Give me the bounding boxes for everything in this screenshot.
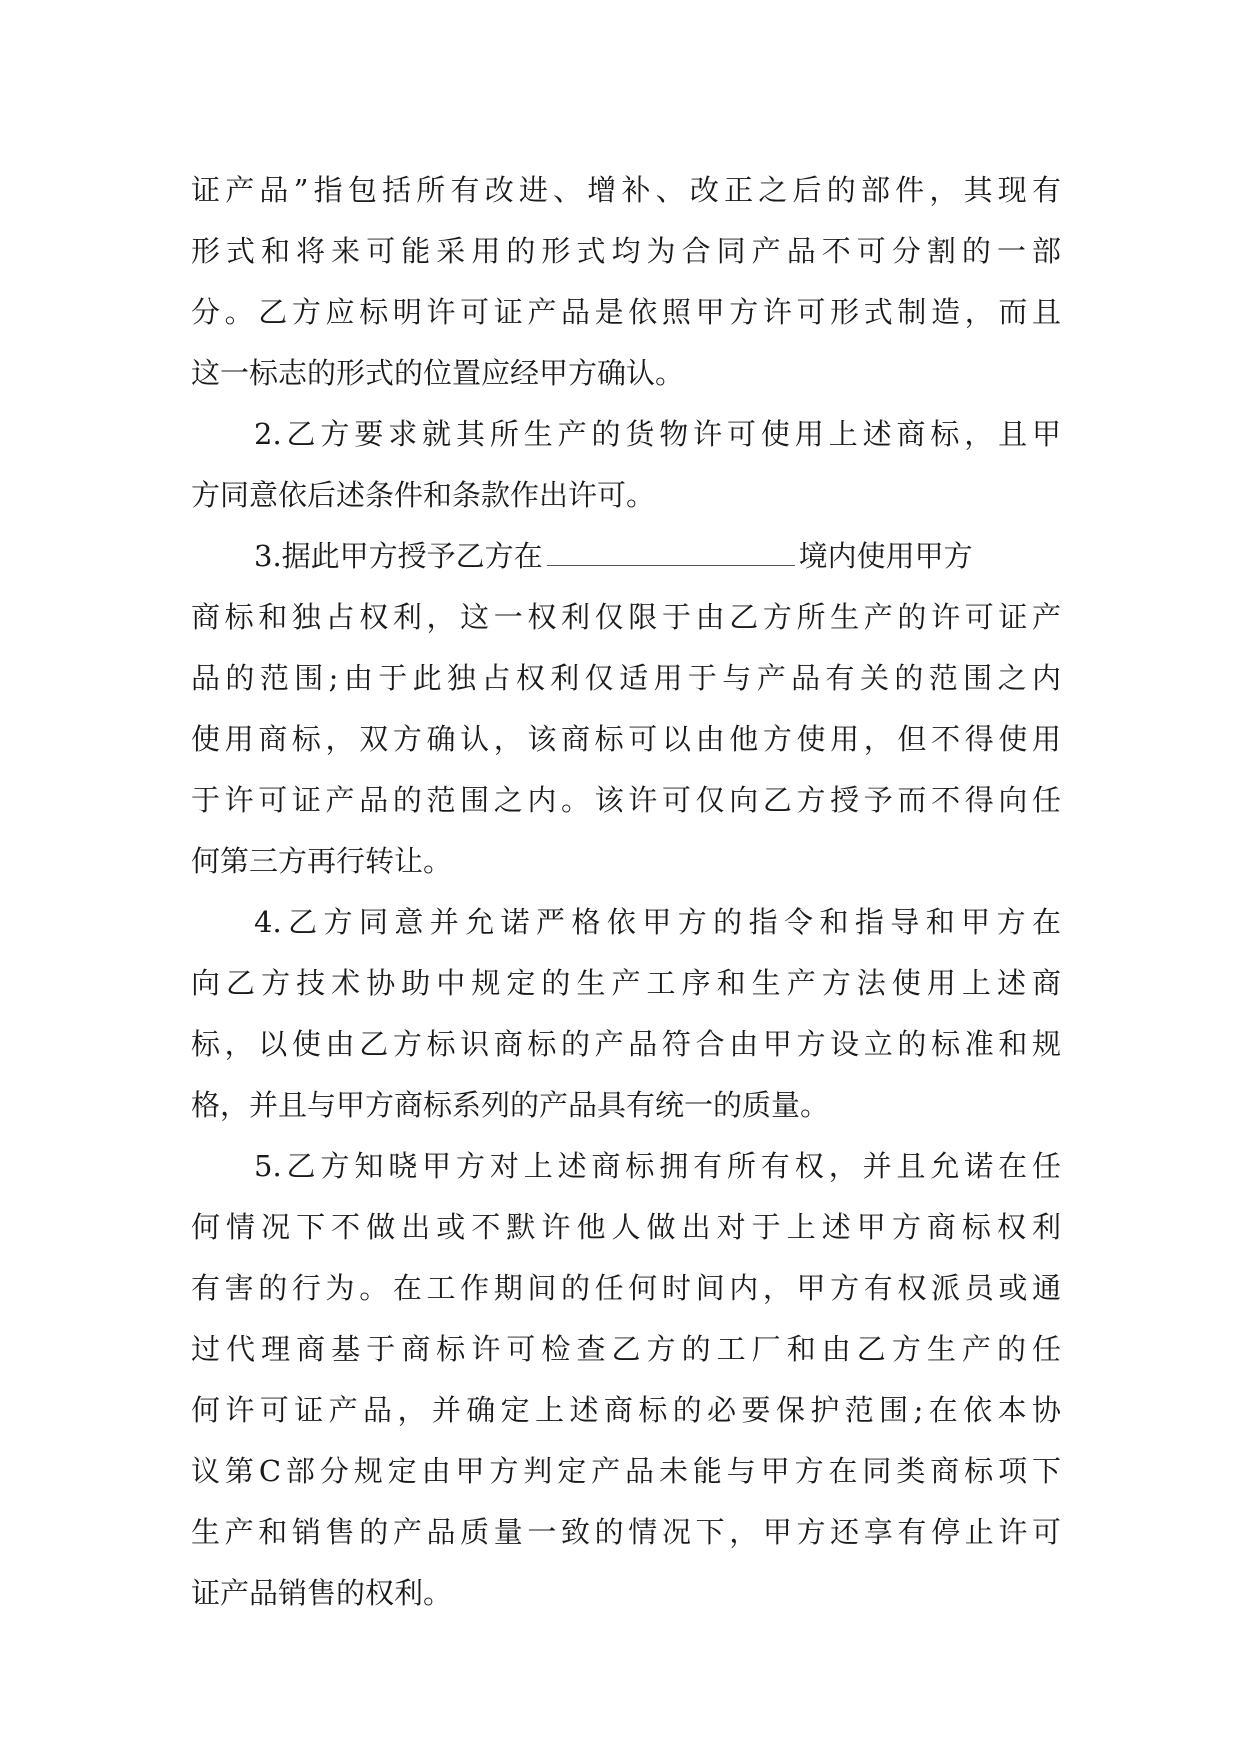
text-line: 何许可证产品，并确定上述商标的必要保护范围;在依本协: [191, 1393, 1061, 1427]
paragraph-1: [191, 160, 1061, 404]
text-line: 何第三方再行转让。: [191, 844, 453, 878]
paragraph-5: [191, 1136, 1061, 1624]
text-segment: 3.据此甲方授予乙方在: [254, 539, 543, 573]
text-line: 形式和将来可能采用的形式均为合同产品不可分割的一部: [191, 234, 1061, 268]
text-line: 何情况下不做出或不默许他人做出对于上述甲方商标权利: [191, 1210, 1061, 1244]
text-line: 证产品销售的权利。: [191, 1576, 453, 1610]
paragraph-2: [191, 404, 1061, 526]
fill-in-blank[interactable]: [547, 535, 795, 566]
text-line: 证产品”指包括所有改进、增补、改正之后的部件，其现有: [191, 173, 1061, 207]
text-line: 方同意依后述条件和条款作出许可。: [191, 478, 656, 512]
text-line: 格，并且与甲方商标系列的产品具有统一的质量。: [191, 1088, 830, 1122]
text-line: 2.乙方要求就其所生产的货物许可使用上述商标，且甲: [254, 417, 1061, 451]
text-line: 过代理商基于商标许可检查乙方的工厂和由乙方生产的任: [191, 1332, 1061, 1366]
text-line: 商标和独占权利，这一权利仅限于由乙方所生产的许可证产: [191, 600, 1061, 634]
text-line: 于许可证产品的范围之内。该许可仅向乙方授予而不得向任: [191, 783, 1061, 817]
text-line: 分。乙方应标明许可证产品是依照甲方许可形式制造，而且: [191, 295, 1061, 329]
text-line: 使用商标，双方确认，该商标可以由他方使用，但不得使用: [191, 722, 1061, 756]
text-segment: 境内使用甲方: [798, 539, 973, 573]
text-line: 4.乙方同意并允诺严格依甲方的指令和指导和甲方在: [254, 905, 1061, 939]
text-line: 品的范围;由于此独占权利仅适用于与产品有关的范围之内: [191, 661, 1061, 695]
text-line: 生产和销售的产品质量一致的情况下，甲方还享有停止许可: [191, 1515, 1061, 1549]
paragraph-4: [191, 892, 1061, 1136]
text-line: 这一标志的形式的位置应经甲方确认。: [191, 356, 685, 390]
text-line: 有害的行为。在工作期间的任何时间内，甲方有权派员或通: [191, 1271, 1061, 1305]
text-line: 向乙方技术协助中规定的生产工序和生产方法使用上述商: [191, 966, 1061, 1000]
text-line: 标，以使由乙方标识商标的产品符合由甲方设立的标准和规: [191, 1027, 1061, 1061]
text-line: [191, 526, 1061, 587]
text-line: 议第C部分规定由甲方判定产品未能与甲方在同类商标项下: [191, 1454, 1061, 1488]
document-body: [191, 160, 1061, 1624]
paragraph-3: [191, 526, 1061, 892]
text-line: 5.乙方知晓甲方对上述商标拥有所有权，并且允诺在任: [254, 1149, 1061, 1183]
